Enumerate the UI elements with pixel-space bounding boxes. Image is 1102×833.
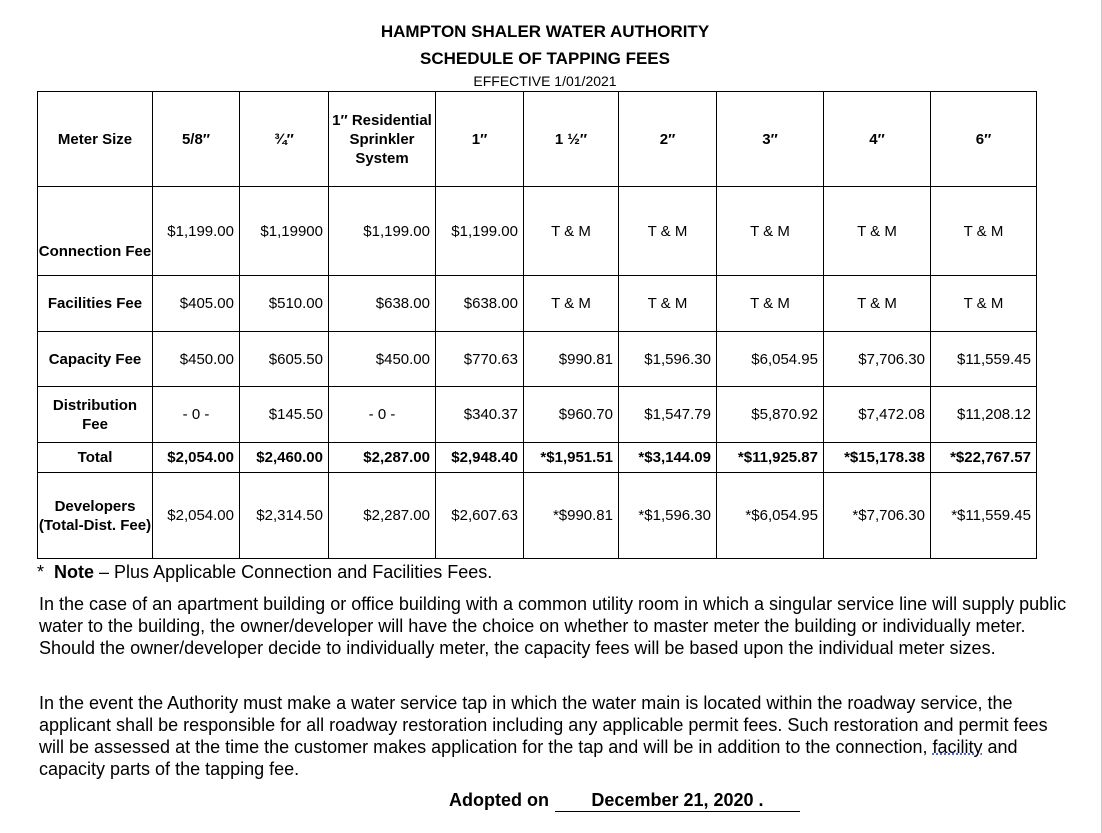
table-cell: *$7,706.30	[824, 473, 931, 559]
table-cell: $2,948.40	[436, 443, 524, 473]
table-cell: $638.00	[329, 276, 436, 332]
table-cell: *$3,144.09	[619, 443, 717, 473]
table-row	[38, 332, 1037, 387]
table-cell: *$1,951.51	[524, 443, 619, 473]
table-cell: $1,19900	[240, 187, 329, 276]
footnote	[37, 562, 492, 583]
total-row	[38, 443, 1037, 473]
table-cell: *$6,054.95	[717, 473, 824, 559]
paragraph-roadway-restoration	[39, 692, 1069, 780]
table-cell: $2,287.00	[329, 473, 436, 559]
table-cell: $2,460.00	[240, 443, 329, 473]
table-cell: T & M	[524, 276, 619, 332]
table-cell: $1,547.79	[619, 387, 717, 443]
table-cell: $1,199.00	[329, 187, 436, 276]
table-cell: $2,054.00	[153, 473, 240, 559]
effective-date: EFFECTIVE 1/01/2021	[473, 73, 617, 89]
table-cell: $2,287.00	[329, 443, 436, 473]
column-header: 2″	[619, 92, 717, 187]
document-title: HAMPTON SHALER WATER AUTHORITY	[380, 22, 710, 41]
footnote-star: *	[37, 562, 45, 582]
paragraph-text: and capacity parts of the tapping fee.	[39, 737, 1018, 779]
table-cell: *$11,559.45	[931, 473, 1037, 559]
tapping-fees-table	[37, 91, 1037, 559]
table-cell: $1,199.00	[153, 187, 240, 276]
table-cell: $1,596.30	[619, 332, 717, 387]
table-row	[38, 187, 1037, 276]
table-row	[38, 387, 1037, 443]
table-cell: T & M	[931, 187, 1037, 276]
table-cell: $450.00	[329, 332, 436, 387]
table-cell: *$1,596.30	[619, 473, 717, 559]
table-cell: T & M	[717, 187, 824, 276]
table-cell: $2,607.63	[436, 473, 524, 559]
column-header-meter-size: Meter Size	[38, 92, 153, 187]
row-label: Developers (Total-Dist. Fee)	[38, 473, 153, 559]
table-cell: $2,314.50	[240, 473, 329, 559]
adopted-line	[449, 790, 800, 812]
table-cell: *$15,178.38	[824, 443, 931, 473]
table-cell: $145.50	[240, 387, 329, 443]
table-cell: - 0 -	[153, 387, 240, 443]
column-header: 5/8″	[153, 92, 240, 187]
table-cell: $990.81	[524, 332, 619, 387]
table-cell: $7,706.30	[824, 332, 931, 387]
table-cell: *$22,767.57	[931, 443, 1037, 473]
column-header: ¾″	[240, 92, 329, 187]
table-cell: $1,199.00	[436, 187, 524, 276]
table-cell: $11,559.45	[931, 332, 1037, 387]
adopted-date: December 21, 2020 .	[555, 790, 800, 812]
table-cell: *$11,925.87	[717, 443, 824, 473]
row-label: Facilities Fee	[38, 276, 153, 332]
footnote-label: Note	[54, 562, 95, 582]
table-cell: $405.00	[153, 276, 240, 332]
adopted-label: Adopted on	[449, 790, 549, 810]
table-cell: - 0 -	[329, 387, 436, 443]
row-label: Connection Fee	[38, 187, 153, 276]
document-subtitle: SCHEDULE OF TAPPING FEES	[420, 49, 670, 68]
column-header: 3″	[717, 92, 824, 187]
table-cell: $2,054.00	[153, 443, 240, 473]
table-cell: $638.00	[436, 276, 524, 332]
row-label: Distribution Fee	[38, 387, 153, 443]
table-row	[38, 473, 1037, 559]
table-cell: T & M	[524, 187, 619, 276]
table-cell: $770.63	[436, 332, 524, 387]
column-header: 4″	[824, 92, 931, 187]
table-cell: $450.00	[153, 332, 240, 387]
header-row	[38, 92, 1037, 187]
table-cell: $11,208.12	[931, 387, 1037, 443]
table-cell: T & M	[931, 276, 1037, 332]
table-cell: T & M	[824, 276, 931, 332]
footnote-text: – Plus Applicable Connection and Facilities Fees.	[94, 562, 493, 582]
table-cell: $5,870.92	[717, 387, 824, 443]
table-cell: $340.37	[436, 387, 524, 443]
table-cell: $6,054.95	[717, 332, 824, 387]
column-header: 1″ Residential Sprinkler System	[329, 92, 436, 187]
paragraph-master-meter: In the case of an apartment building or office building with a common utility room in which a singular service line will supply public water to the building, the owner/developer will have the choice on whether to master meter the building or individually meter. Should the owner/developer decide to individually meter, the capacity fees will be based upon the individual meter sizes.	[39, 594, 1067, 658]
table-cell: T & M	[717, 276, 824, 332]
table-cell: T & M	[619, 187, 717, 276]
paragraph-text: In the event the Authority must make a water service tap in which the water main is located within the roadway service, the applicant shall be responsible for all roadway restoration including any applicable permit fees. Such restoration and permit fees will be assessed at the time the customer makes application for the tap and will be in addition to the connection,	[39, 693, 1048, 757]
table-cell: *$990.81	[524, 473, 619, 559]
table-row	[38, 276, 1037, 332]
column-header: 1 ½″	[524, 92, 619, 187]
table-cell: $605.50	[240, 332, 329, 387]
table-cell: $510.00	[240, 276, 329, 332]
table-cell: T & M	[619, 276, 717, 332]
table-cell: $960.70	[524, 387, 619, 443]
column-header: 1″	[436, 92, 524, 187]
column-header: 6″	[931, 92, 1037, 187]
spellcheck-flagged-word: facility	[932, 737, 983, 757]
table-cell: T & M	[824, 187, 931, 276]
row-label: Capacity Fee	[38, 332, 153, 387]
row-label: Total	[38, 443, 153, 473]
table-cell: $7,472.08	[824, 387, 931, 443]
